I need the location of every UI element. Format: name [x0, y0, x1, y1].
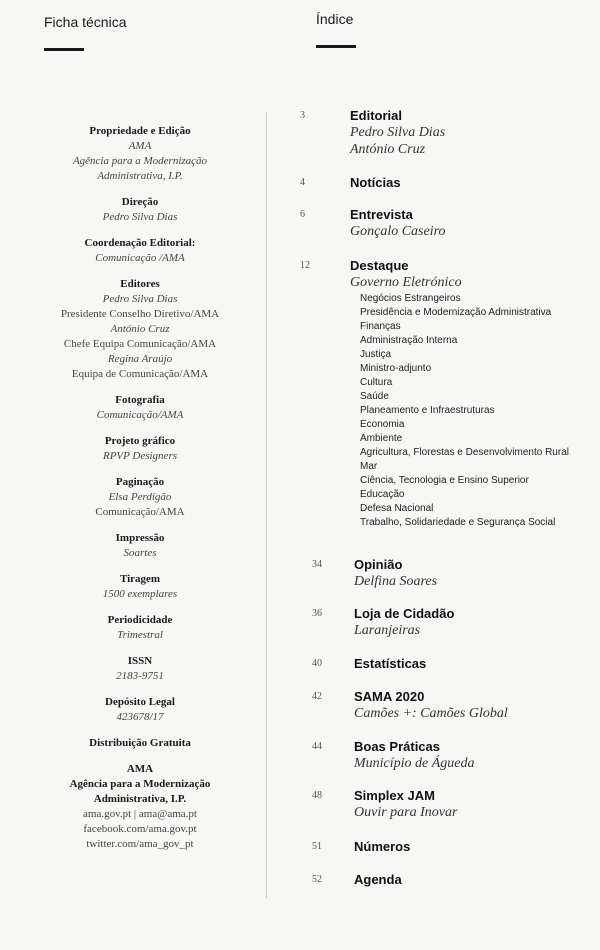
index-page-number: 6	[300, 209, 305, 220]
ficha-block	[40, 277, 240, 382]
ficha-label: Direção	[121, 196, 159, 208]
index-page-number: 3	[300, 110, 305, 121]
ministry-item: Mar	[360, 461, 378, 472]
index-title: Opinião	[354, 557, 403, 572]
ministry-item: Planeamento e Infraestruturas	[360, 405, 495, 416]
ficha-label: Projeto gráfico	[104, 435, 176, 447]
ficha-value: Agência para a Modernização	[72, 155, 208, 167]
column-divider	[266, 112, 267, 898]
ficha-label: Periodicidade	[107, 614, 173, 626]
ficha-value: Trimestral	[117, 629, 163, 641]
ficha-block	[40, 695, 240, 725]
ficha-block	[40, 475, 240, 520]
ministry-item: Saúde	[360, 391, 389, 402]
indice-heading: Índice	[316, 11, 354, 27]
index-title: Loja de Cidadão	[354, 606, 455, 621]
ficha-value: Administrativa, I.P.	[93, 793, 187, 805]
ficha-value: twitter.com/ama_gov_pt	[86, 838, 194, 850]
ficha-label: Tiragem	[119, 573, 161, 585]
ficha-block	[40, 195, 240, 225]
index-title: Entrevista	[350, 207, 413, 222]
ministry-item: Justiça	[360, 349, 392, 360]
ficha-tecnica-heading: Ficha técnica	[44, 14, 127, 30]
ficha-value: António Cruz	[110, 323, 170, 335]
ficha-value: 423678/17	[116, 711, 164, 723]
ficha-block	[40, 434, 240, 464]
index-page-number: 42	[312, 691, 322, 702]
index-subtitle: Governo Eletrónico	[350, 275, 462, 290]
index-subtitle: Delfina Soares	[354, 574, 438, 589]
ficha-label: Editores	[120, 278, 160, 290]
ministry-item: Educação	[360, 489, 405, 500]
ficha-block	[40, 236, 240, 266]
index-title: Editorial	[350, 108, 403, 123]
ficha-value: Presidente Conselho Diretivo/AMA	[60, 308, 220, 320]
index-page-number: 40	[312, 658, 322, 669]
index-subtitle: Ouvir para Inovar	[354, 805, 458, 820]
index-page-number: 12	[300, 260, 310, 271]
ministry-item: Trabalho, Solidariedade e Segurança Social	[360, 517, 556, 528]
index-subtitle: António Cruz	[350, 142, 426, 157]
ficha-block	[40, 654, 240, 684]
ministry-item: Agricultura, Florestas e Desenvolvimento Rural	[360, 447, 569, 458]
ministry-item: Ciência, Tecnologia e Ensino Superior	[360, 475, 529, 486]
index-title: Boas Práticas	[354, 739, 440, 754]
ficha-label: ISSN	[127, 655, 153, 667]
ficha-label: Paginação	[115, 476, 165, 488]
ficha-block	[40, 736, 240, 751]
index-title: Estatísticas	[354, 656, 427, 671]
ficha-value: Pedro Silva Dias	[102, 293, 178, 305]
ficha-value: Comunicação /AMA	[95, 252, 185, 264]
ficha-label: Propriedade e Edição	[89, 125, 191, 137]
index-title: Destaque	[350, 258, 409, 273]
ficha-label: Fotografia	[115, 394, 165, 406]
ficha-value: Administrativa, I.P.	[97, 170, 183, 182]
ministry-item: Negócios Estrangeiros	[360, 293, 461, 304]
index-page-number: 51	[312, 841, 322, 852]
ficha-block	[40, 124, 240, 184]
ficha-tecnica-column	[40, 124, 240, 863]
ministry-item: Ambiente	[360, 433, 403, 444]
ministry-item: Cultura	[360, 377, 393, 388]
index-page-number: 52	[312, 874, 322, 885]
ficha-value: Chefe Equipa Comunicação/AMA	[63, 338, 217, 350]
index-title: SAMA 2020	[354, 689, 425, 704]
ficha-block	[40, 613, 240, 643]
ficha-value: Comunicação/AMA	[95, 506, 185, 518]
ficha-block	[40, 762, 240, 852]
destaque-ministry-list	[360, 292, 569, 530]
index-subtitle: Camões +: Camões Global	[354, 706, 508, 721]
ficha-block	[40, 531, 240, 561]
ficha-value: ama.gov.pt | ama@ama.pt	[83, 808, 197, 820]
ficha-value: Agência para a Modernização	[69, 778, 211, 790]
ministry-item: Defesa Nacional	[360, 503, 434, 514]
ficha-value: facebook.com/ama.gov.pt	[83, 823, 197, 835]
index-title: Simplex JAM	[354, 788, 435, 803]
ficha-block	[40, 393, 240, 423]
index-subtitle: Laranjeiras	[354, 623, 421, 638]
ficha-value: Equipa de Comunicação/AMA	[71, 368, 209, 380]
ministry-item: Administração Interna	[360, 335, 458, 346]
ficha-label: AMA	[126, 763, 154, 775]
ficha-value: AMA	[128, 140, 152, 152]
index-subtitle: Gonçalo Caseiro	[350, 224, 446, 239]
ficha-label: Distribuição Gratuita	[89, 737, 191, 749]
ficha-value: Regina Araújo	[107, 353, 173, 365]
ficha-value: Comunicação/AMA	[96, 409, 184, 421]
ficha-heading-rule	[44, 48, 84, 51]
index-page-number: 34	[312, 559, 322, 570]
ficha-value: Pedro Silva Dias	[102, 211, 178, 223]
index-title: Números	[354, 839, 411, 854]
ficha-value: RPVP Designers	[102, 450, 178, 462]
ministry-item: Presidência e Modernização Administrativa	[360, 307, 552, 318]
ficha-label: Coordenação Editorial:	[84, 237, 196, 249]
ficha-value: Soartes	[123, 547, 157, 559]
ministry-item: Economia	[360, 419, 405, 430]
ministry-item: Ministro-adjunto	[360, 363, 432, 374]
ficha-label: Depósito Legal	[105, 696, 175, 708]
index-page-number: 4	[300, 177, 305, 188]
index-title: Notícias	[350, 175, 401, 190]
index-subtitle: Município de Águeda	[354, 756, 475, 771]
ficha-value: 1500 exemplares	[102, 588, 178, 600]
index-title: Agenda	[354, 872, 402, 887]
index-subtitle: Pedro Silva Dias	[350, 125, 446, 140]
ficha-value: 2183-9751	[116, 670, 164, 682]
ficha-block	[40, 572, 240, 602]
index-page-number: 44	[312, 741, 322, 752]
index-page-number: 36	[312, 608, 322, 619]
ministry-item: Finanças	[360, 321, 401, 332]
ficha-label: Impressão	[115, 532, 165, 544]
indice-heading-rule	[316, 45, 356, 48]
ficha-value: Elsa Perdigão	[108, 491, 172, 503]
index-page-number: 48	[312, 790, 322, 801]
